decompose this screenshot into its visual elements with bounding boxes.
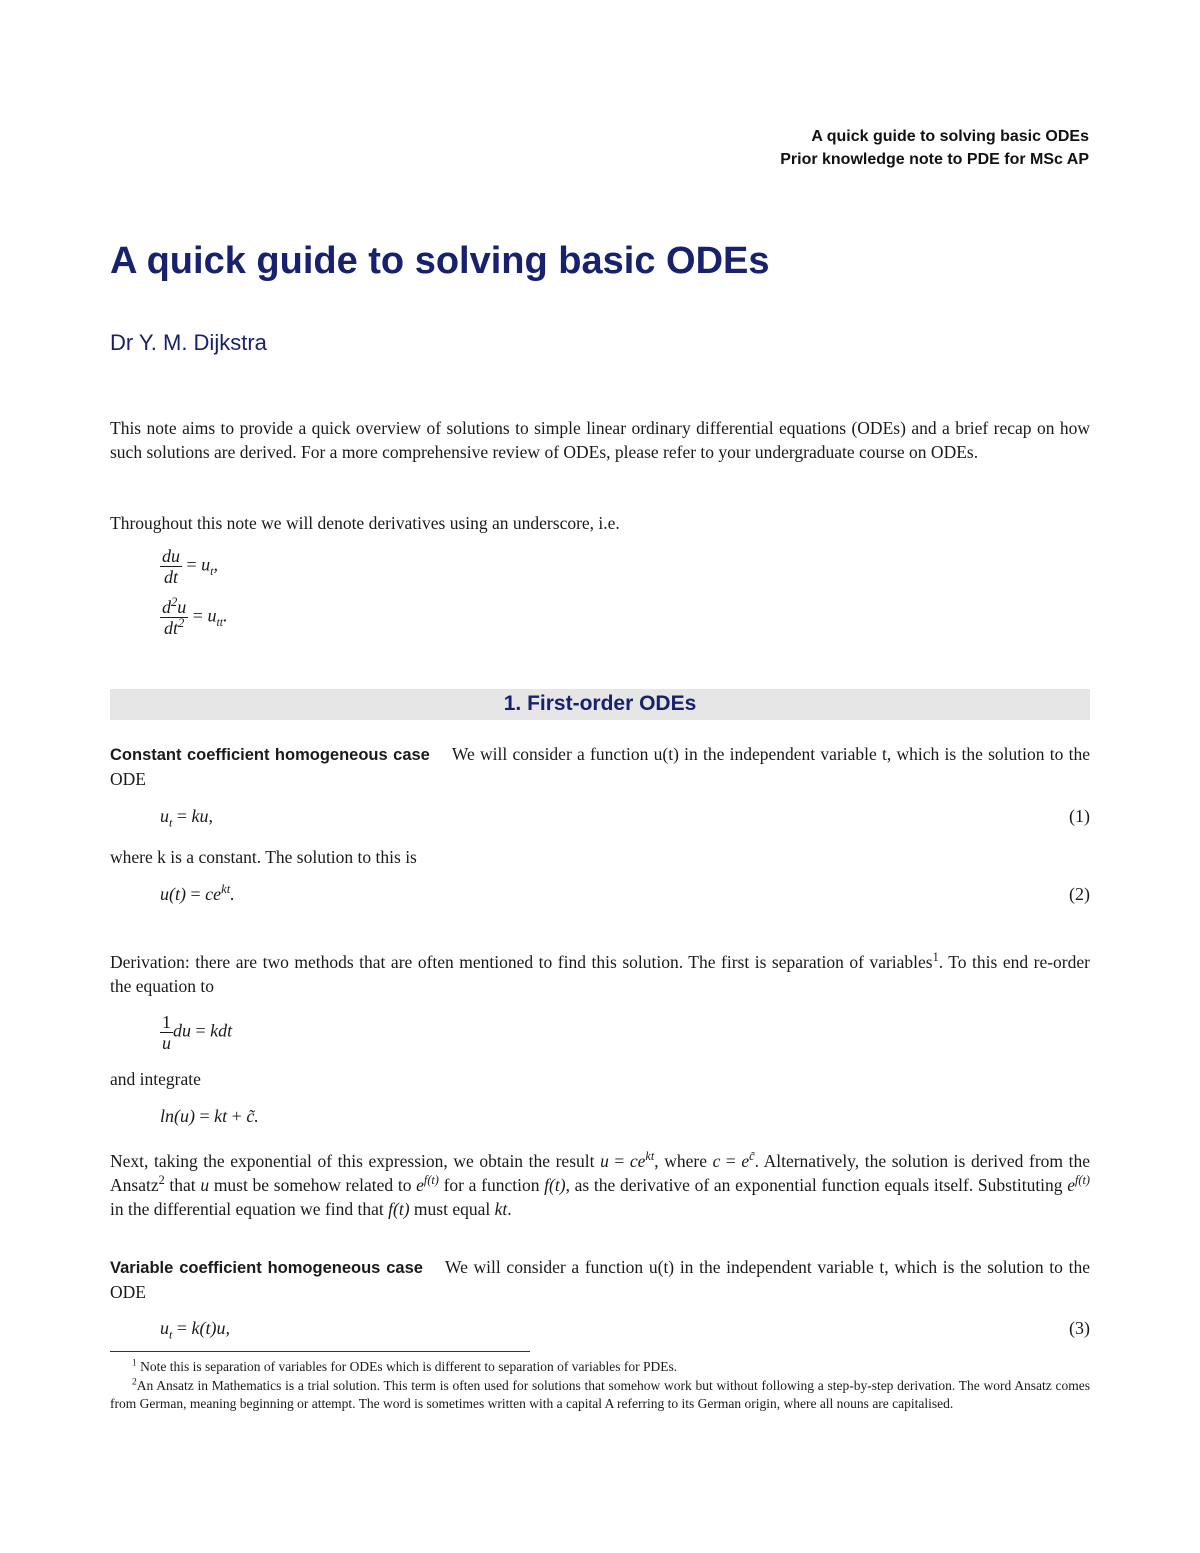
constant-case-text: We will consider a function u(t) in the independent variable t, which is the solution to the ODE — [110, 744, 1091, 789]
notation-paragraph: Throughout this note we will denote derivatives using an underscore, i.e. — [110, 513, 620, 533]
variable-case-heading: Variable coefficient homogeneous case — [110, 1259, 423, 1277]
derivation-text-b: . To this end re-order the equation to — [110, 952, 1090, 996]
intro-paragraph: This note aims to provide a quick overview of solutions to simple linear ordinary differential equations (ODEs) and a brief recap on how such solutions are derived. For a more comprehensive review of ODEs, please refer to your undergraduate course on ODEs. — [110, 418, 1090, 462]
footnote-1-mark: 1 — [132, 1358, 137, 1369]
equation-1: $u_t$ = ku, — [160, 806, 213, 830]
integrated-equation: ln(u) = kt + c̃. — [160, 1106, 259, 1126]
footnote-2 — [110, 1377, 1090, 1413]
constant-case-paragraph — [110, 742, 1090, 791]
footnote-2-mark: 2 — [132, 1377, 137, 1388]
footnote-mark-1: 1 — [932, 950, 939, 965]
variable-case-paragraph — [110, 1255, 1090, 1304]
running-header-subtitle: Prior knowledge note to PDE for MSc AP — [780, 151, 1089, 168]
derivation-paragraph — [110, 950, 1090, 998]
variable-case-text: We will consider a function u(t) in the independent variable t, which is the solution to the ODE — [110, 1257, 1090, 1302]
footnote-2-text: An Ansatz in Mathematics is a trial solution. This term is often used for solutions that somehow work but without following a step-by-step derivation. The word Ansatz comes from German, meaning beginning or attempt. The word is sometimes written with a capital A referring to its German origin, where all nouns are capitalised. — [110, 1378, 1090, 1411]
equation-2: $u(t) = ce^{kt}$. — [160, 882, 235, 904]
document-author: Dr Y. M. Dijkstra — [110, 330, 267, 355]
footnote-1 — [110, 1358, 1090, 1376]
section-title: 1. First-order ODEs — [503, 692, 697, 715]
constant-case-where: where k is a constant. The solution to this is — [110, 847, 417, 867]
and-integrate-text: and integrate — [110, 1069, 201, 1089]
running-header-title: A quick guide to solving basic ODEs — [811, 128, 1089, 145]
equation-1-number: (1) — [1069, 806, 1090, 826]
constant-case-heading: Constant coefficient homogeneous case — [110, 746, 430, 764]
footnote-rule — [110, 1351, 530, 1352]
footnote-1-text: Note this is separation of variables for ODEs which is different to separation of variables for PDEs. — [140, 1359, 678, 1374]
exponential-paragraph: Next, taking the exponential of this expression, we obtain the result $u = ce^{kt}$, where $c = e^{c̃}$. Alternatively, the solution is derived from the Ansatz$^2$ that u must be somehow related to $e^{f(t)}$ for a function f(t), as the derivative of an exponential function equals itself. Substituting $e^{f(t)}$ in the differential equation we find that f(t) must equal kt. — [110, 1149, 1090, 1219]
section-heading-bar — [110, 689, 1090, 720]
equation-3-number: (3) — [1069, 1318, 1090, 1338]
equation-2-number: (2) — [1069, 884, 1090, 904]
notation-equation-second-derivative: $\frac{d^2u}{dt^2}$ = $u_{tt}$. — [162, 595, 228, 638]
separation-equation: $\frac{1}{u}$ du = kdt — [162, 1012, 233, 1053]
derivation-text-a: Derivation: there are two methods that are often mentioned to find this solution. The first is separation of variables — [110, 952, 933, 972]
notation-equation-first-derivative: $\frac{du}{dt}$ = $u_t$, — [162, 546, 218, 587]
document-title: A quick guide to solving basic ODEs — [110, 240, 770, 282]
equation-3: $u_t = k(t)u$, — [160, 1318, 230, 1342]
